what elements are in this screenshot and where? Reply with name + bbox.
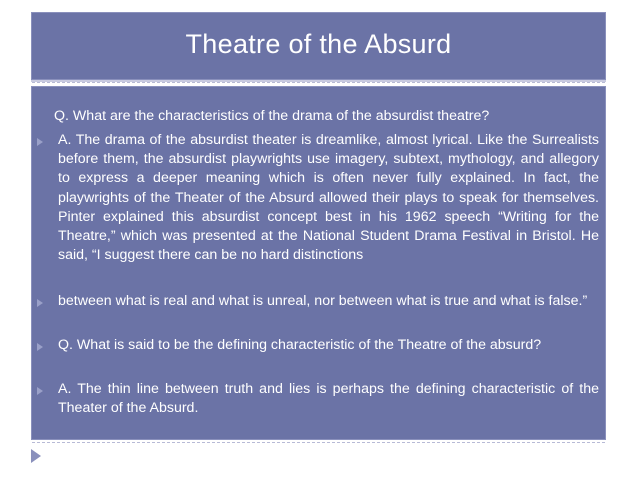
- next-slide-arrow-icon[interactable]: [31, 449, 41, 463]
- answer-2: A. The thin line between truth and lies is perhaps the defining characteristic of the Theater of the Absurd.: [58, 381, 599, 417]
- answer-1: A. The drama of the absurdist theater is dreamlike, almost lyrical. Like the Surrealists before them, the absurdist playwrights use imagery, subtext, mythology, and allegory to express a deeper meaning which is often never fully explained. In fact, the playwrights of the Theater of the Absurd allowed their plays to speak for themselves. Pinter explained this absurdist concept best in his 1962 speech “Writing for the Theatre,” which was presented at the National Student Drama Festival in Bristol. He said, “I suggest there can be no hard distinctions: [58, 132, 599, 264]
- answer-1-continued: between what is real and what is unreal, nor between what is true and what is false.”: [58, 293, 588, 309]
- bullet-icon: [37, 387, 43, 395]
- title-box: [31, 12, 606, 80]
- content-box: [31, 86, 606, 440]
- bullet-icon: [37, 138, 43, 146]
- question-1: Q. What are the characteristics of the drama of the absurdist theatre?: [54, 108, 490, 124]
- bullet-icon: [37, 299, 43, 307]
- bullet-icon: [37, 343, 43, 351]
- slide-title: Theatre of the Absurd: [185, 29, 452, 59]
- question-2: Q. What is said to be the defining characteristic of the Theatre of the absurd?: [58, 337, 542, 353]
